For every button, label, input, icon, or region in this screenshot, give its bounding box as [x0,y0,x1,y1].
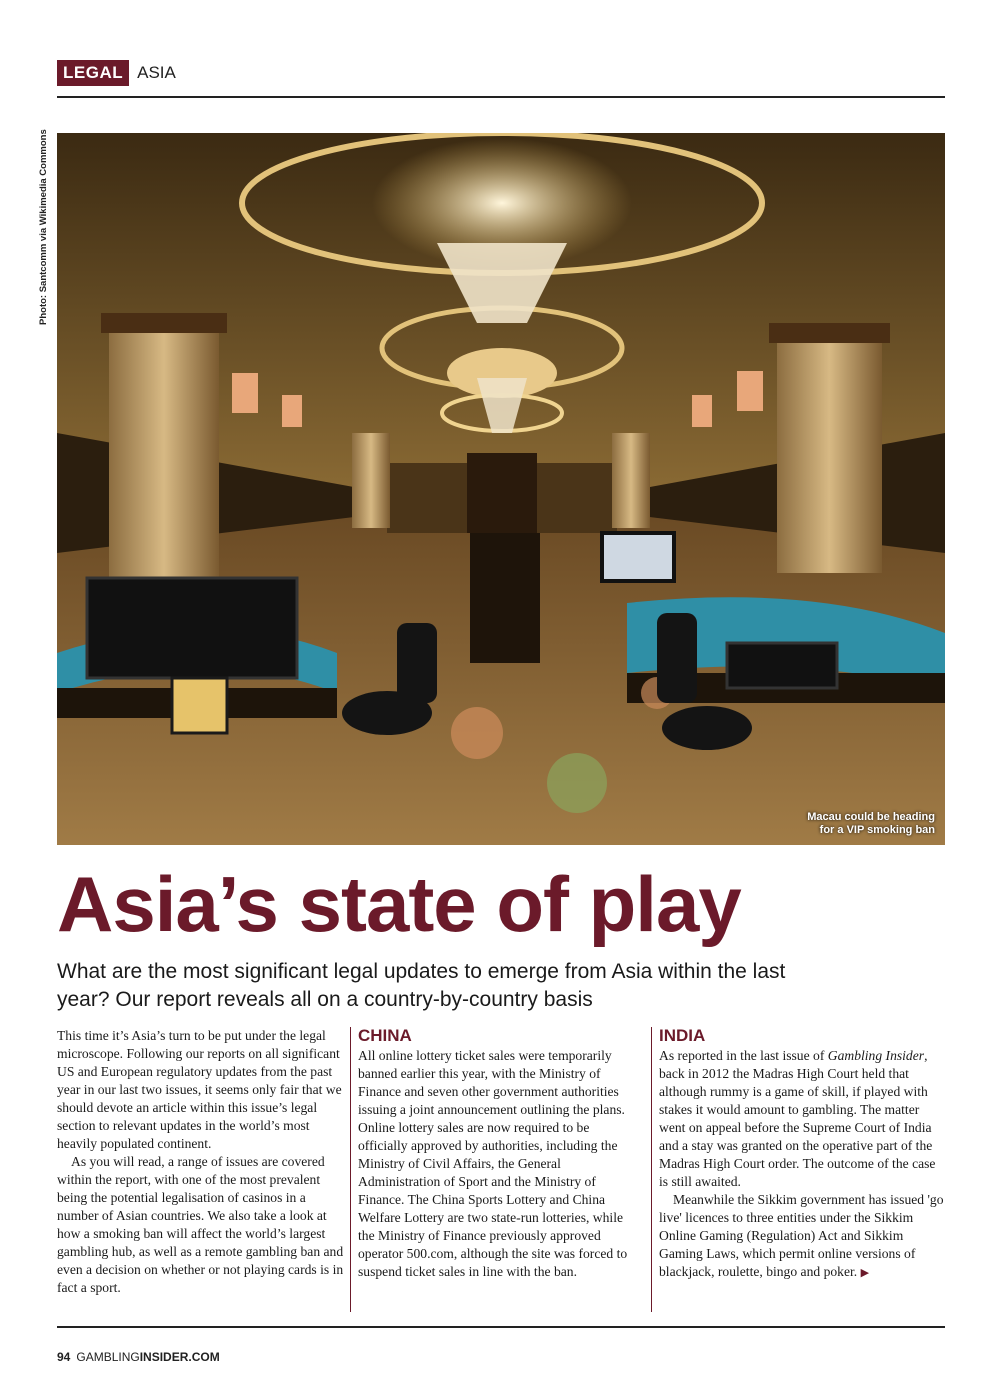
footer-rule [57,1326,945,1328]
photo-credit [38,129,52,325]
headline: Asia’s state of play [57,860,741,948]
china-paragraph: All online lottery ticket sales were temporarily banned earlier this year, with the Ministry of Finance and seven other government authorities issuing a joint announcement outlining the plans. Online lottery sales are now required to be officially approved by authorities, including the Ministry of Civil Affairs, the General Administration of Sport and the Ministry of Finance. The China Sports Lottery and China Welfare Lottery are two state-run lotteries, while the Ministry of Finance previously approved operator 500.com, although the site was forced to suspend ticket sales in line with the ban. [358,1048,628,1279]
china-heading: CHINA [358,1026,412,1045]
hero-photo [57,133,945,845]
intro-column [57,1027,344,1297]
casino-interior-illustration [57,133,945,845]
india-paragraph-2 [659,1191,945,1282]
header-rule [57,96,945,98]
publication-name: Gambling Insider [827,1048,925,1063]
column-divider [651,1027,652,1312]
india-text-2: Meanwhile the Sikkim government has issued 'go live' licences to three entities under the Sikkim Online Gaming (Regulation) Act and Sikkim Gaming Laws, which permit online versions of blackjack, roulette, bingo and poker. [659,1192,944,1279]
section-label [57,59,176,87]
india-text-a: As reported in the last issue of [659,1048,828,1063]
india-column [659,1027,945,1282]
intro-paragraph-2: As you will read, a range of issues are covered within the report, with one of the most prevalent being the potential legalisation of casinos in a number of Asian countries. We also take a look at how a smoking ban will affect the world’s largest gambling hub, as well as a remote gambling ban and even a decision on whether or not playing cards is in fact a sport. [57,1154,344,1295]
column-divider [350,1027,351,1312]
india-paragraph-1 [659,1047,945,1191]
standfirst: What are the most significant legal updates to emerge from Asia within the last year? Our report reveals all on a country-by-country basis [57,960,786,1011]
india-heading: INDIA [659,1026,706,1045]
section-name: ASIA [137,63,176,82]
brand-bold: INSIDER.COM [139,1350,220,1364]
caption-line-1: Macau could be heading [807,811,935,823]
footer [57,1350,220,1364]
india-text-b: , back in 2012 the Madras High Court held that although rummy is a game of skill, if played with stakes it would amount to gambling. The matter went on appeal before the Supreme Court of India and a stay was granted on the operative part of the Madras High Court order. The outcome of the case is still awaited. [659,1048,936,1189]
continue-arrow-icon: ▶ [860,1267,870,1279]
caption-line-2: for a VIP smoking ban [819,824,935,836]
intro-paragraph-1: This time it’s Asia’s turn to be put under the legal microscope. Following our reports on all significant US and European regulatory updates from the past year in our last two issues, it seems only fair that we should devote an article within this issue’s legal section to relevant updates in the world’s most heavily populated continent. [57,1028,342,1151]
photo-caption [807,811,935,837]
china-column [358,1027,641,1281]
section-tag: LEGAL [57,60,129,86]
photo-credit-text: Photo: Santcomm via Wikimedia Commons [38,129,49,325]
page-number: 94 [57,1350,71,1364]
brand-regular: GAMBLING [76,1350,140,1364]
